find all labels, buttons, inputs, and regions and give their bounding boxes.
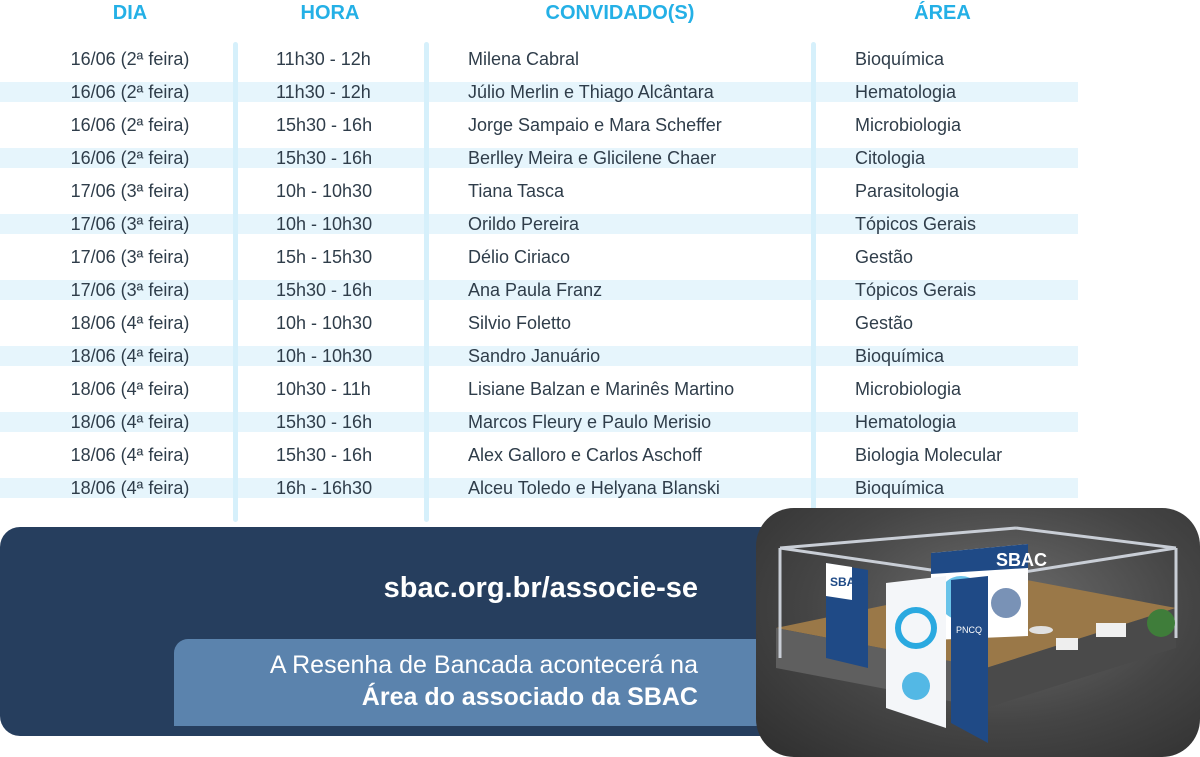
header-convidados: CONVIDADO(S) — [545, 2, 695, 24]
cell-convidados: Sandro Januário — [468, 346, 601, 366]
cell-dia: 18/06 (4ª feira) — [70, 313, 190, 333]
cell-dia: 16/06 (2ª feira) — [70, 82, 190, 102]
cell-hora: 16h - 16h30 — [276, 478, 373, 498]
cell-convidados: Orildo Pereira — [468, 214, 580, 234]
cell-hora: 11h30 - 12h — [276, 49, 371, 69]
cell-hora: 15h30 - 16h — [276, 280, 373, 300]
booth-illustration — [756, 508, 1200, 757]
banner-note-line1: A Resenha de Bancada acontecerá na — [269, 651, 698, 679]
cell-convidados: Lisiane Balzan e Marinês Martino — [468, 379, 735, 399]
cell-convidados: Silvio Foletto — [468, 313, 572, 333]
cell-area: Tópicos Gerais — [855, 214, 977, 234]
cell-dia: 17/06 (3ª feira) — [70, 181, 190, 201]
header-hora: HORA — [300, 2, 360, 24]
cell-area: Tópicos Gerais — [855, 280, 977, 300]
cell-dia: 18/06 (4ª feira) — [70, 412, 190, 432]
table-row — [0, 274, 1200, 307]
cell-convidados: Tiana Tasca — [468, 181, 565, 201]
booth-brand-text: SBAC — [996, 550, 1048, 570]
cell-convidados: Milena Cabral — [468, 49, 580, 69]
cell-area: Hematologia — [855, 82, 957, 102]
table-row — [0, 43, 1200, 76]
cell-dia: 18/06 (4ª feira) — [70, 379, 190, 399]
cell-area: Bioquímica — [855, 49, 945, 69]
cell-area: Microbiologia — [855, 379, 962, 399]
cell-hora: 15h30 - 16h — [276, 412, 373, 432]
cell-hora: 10h30 - 11h — [276, 379, 371, 399]
table-row — [0, 406, 1200, 439]
booth-pncq-label: PNCQ — [956, 625, 983, 635]
cell-area: Bioquímica — [855, 346, 945, 366]
cell-convidados: Alceu Toledo e Helyana Blanski — [468, 478, 720, 498]
booth-render-image — [756, 508, 1200, 757]
cell-dia: 17/06 (3ª feira) — [70, 214, 190, 234]
cell-hora: 10h - 10h30 — [276, 346, 373, 366]
cell-convidados: Jorge Sampaio e Mara Scheffer — [468, 115, 722, 135]
cell-dia: 16/06 (2ª feira) — [70, 49, 190, 69]
cell-dia: 18/06 (4ª feira) — [70, 346, 190, 366]
cell-convidados: Berlley Meira e Glicilene Chaer — [468, 148, 717, 168]
associate-link[interactable]: sbac.org.br/associe-se — [383, 572, 698, 604]
table-row — [0, 241, 1200, 274]
table-row — [0, 307, 1200, 340]
cell-convidados: Júlio Merlin e Thiago Alcântara — [468, 82, 714, 102]
cell-area: Gestão — [855, 313, 914, 333]
table-row — [0, 373, 1200, 406]
table-row — [0, 439, 1200, 472]
cell-area: Citologia — [855, 148, 926, 168]
table-row — [0, 76, 1200, 109]
header-area: ÁREA — [914, 2, 971, 24]
cell-dia: 18/06 (4ª feira) — [70, 445, 190, 465]
banner-note-line2: Área do associado da SBAC — [361, 683, 698, 711]
cell-hora: 15h30 - 16h — [276, 115, 373, 135]
cell-hora: 10h - 10h30 — [276, 214, 373, 234]
cell-dia: 17/06 (3ª feira) — [70, 280, 190, 300]
cell-area: Parasitologia — [855, 181, 960, 201]
banner-note — [174, 639, 790, 726]
cell-hora: 11h30 - 12h — [276, 82, 371, 102]
cell-dia: 16/06 (2ª feira) — [70, 148, 190, 168]
cell-convidados: Alex Galloro e Carlos Aschoff — [468, 445, 702, 465]
cell-hora: 10h - 10h30 — [276, 313, 373, 333]
cell-area: Biologia Molecular — [855, 445, 1003, 465]
cell-dia: 17/06 (3ª feira) — [70, 247, 190, 267]
table-row — [0, 175, 1200, 208]
cell-convidados: Ana Paula Franz — [468, 280, 603, 300]
cell-dia: 16/06 (2ª feira) — [70, 115, 190, 135]
cell-hora: 15h30 - 16h — [276, 148, 373, 168]
table-row — [0, 208, 1200, 241]
table-row — [0, 142, 1200, 175]
cell-dia: 18/06 (4ª feira) — [70, 478, 190, 498]
cell-area: Gestão — [855, 247, 914, 267]
booth-side-brand-text: SBAC — [830, 575, 865, 589]
cell-area: Bioquímica — [855, 478, 945, 498]
cell-hora: 15h30 - 16h — [276, 445, 373, 465]
cell-convidados: Délio Ciriaco — [468, 247, 571, 267]
cell-area: Microbiologia — [855, 115, 962, 135]
table-row — [0, 109, 1200, 142]
cell-hora: 15h - 15h30 — [276, 247, 373, 267]
cell-hora: 10h - 10h30 — [276, 181, 373, 201]
cell-area: Hematologia — [855, 412, 957, 432]
table-row — [0, 472, 1200, 505]
header-dia: DIA — [112, 2, 148, 24]
cell-convidados: Marcos Fleury e Paulo Merisio — [468, 412, 712, 432]
table-row — [0, 340, 1200, 373]
